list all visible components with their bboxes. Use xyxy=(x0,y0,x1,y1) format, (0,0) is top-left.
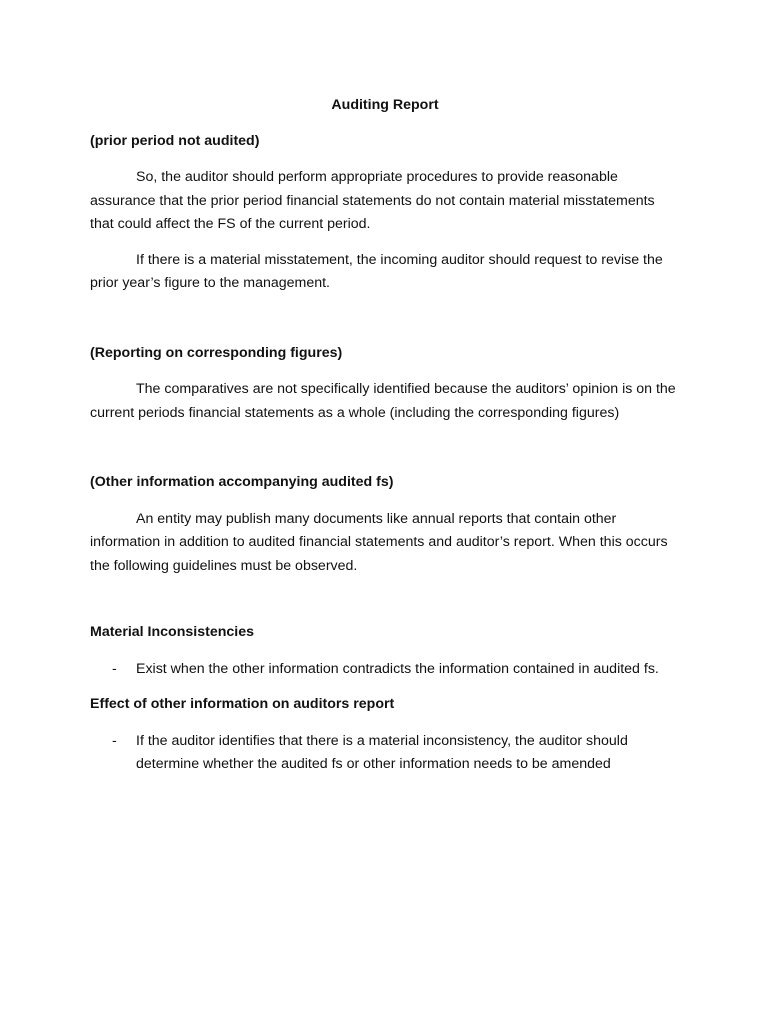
section-heading-corresponding-figures: (Reporting on corresponding figures) xyxy=(90,344,343,361)
bullet-dash: - xyxy=(112,732,117,749)
section-heading-effect-on-report: Effect of other information on auditors report xyxy=(90,696,395,712)
spacer xyxy=(90,590,680,621)
document-title: Auditing Report xyxy=(331,97,439,113)
section-heading-material-inconsistencies: Material Inconsistencies xyxy=(90,624,255,640)
paragraph: An entity may publish many documents like annual reports that contain other information in addition to audited financial statements and auditor’s report. When this occurs the following guidelines must be observed. xyxy=(90,510,668,574)
section-heading-prior-period: (prior period not audited) xyxy=(90,132,260,149)
list-item xyxy=(90,730,680,777)
document-body xyxy=(90,94,680,789)
paragraph: So, the auditor should perform appropriate procedures to provide reasonable assurance that the prior period financial statements do not contain material misstatements that could affect the FS of the current period. xyxy=(90,169,655,232)
spacer xyxy=(90,308,680,342)
spacer xyxy=(90,437,680,471)
list-item xyxy=(90,658,680,682)
paragraph: If there is a material misstatement, the incoming auditor should request to revise the prior year’s figure to the management. xyxy=(90,251,663,291)
section-heading-other-information: (Other information accompanying audited fs) xyxy=(90,474,394,490)
list-item-text: If the auditor identifies that there is a material inconsistency, the auditor should determine whether the audited fs or other information needs to be amended xyxy=(136,732,628,772)
paragraph: The comparatives are not specifically identified because the auditors’ opinion is on the current periods financial statements as a whole (including the corresponding figures) xyxy=(90,381,676,421)
list-item-text: Exist when the other information contradicts the information contained in audited fs. xyxy=(136,660,659,677)
bullet-dash: - xyxy=(112,660,117,677)
